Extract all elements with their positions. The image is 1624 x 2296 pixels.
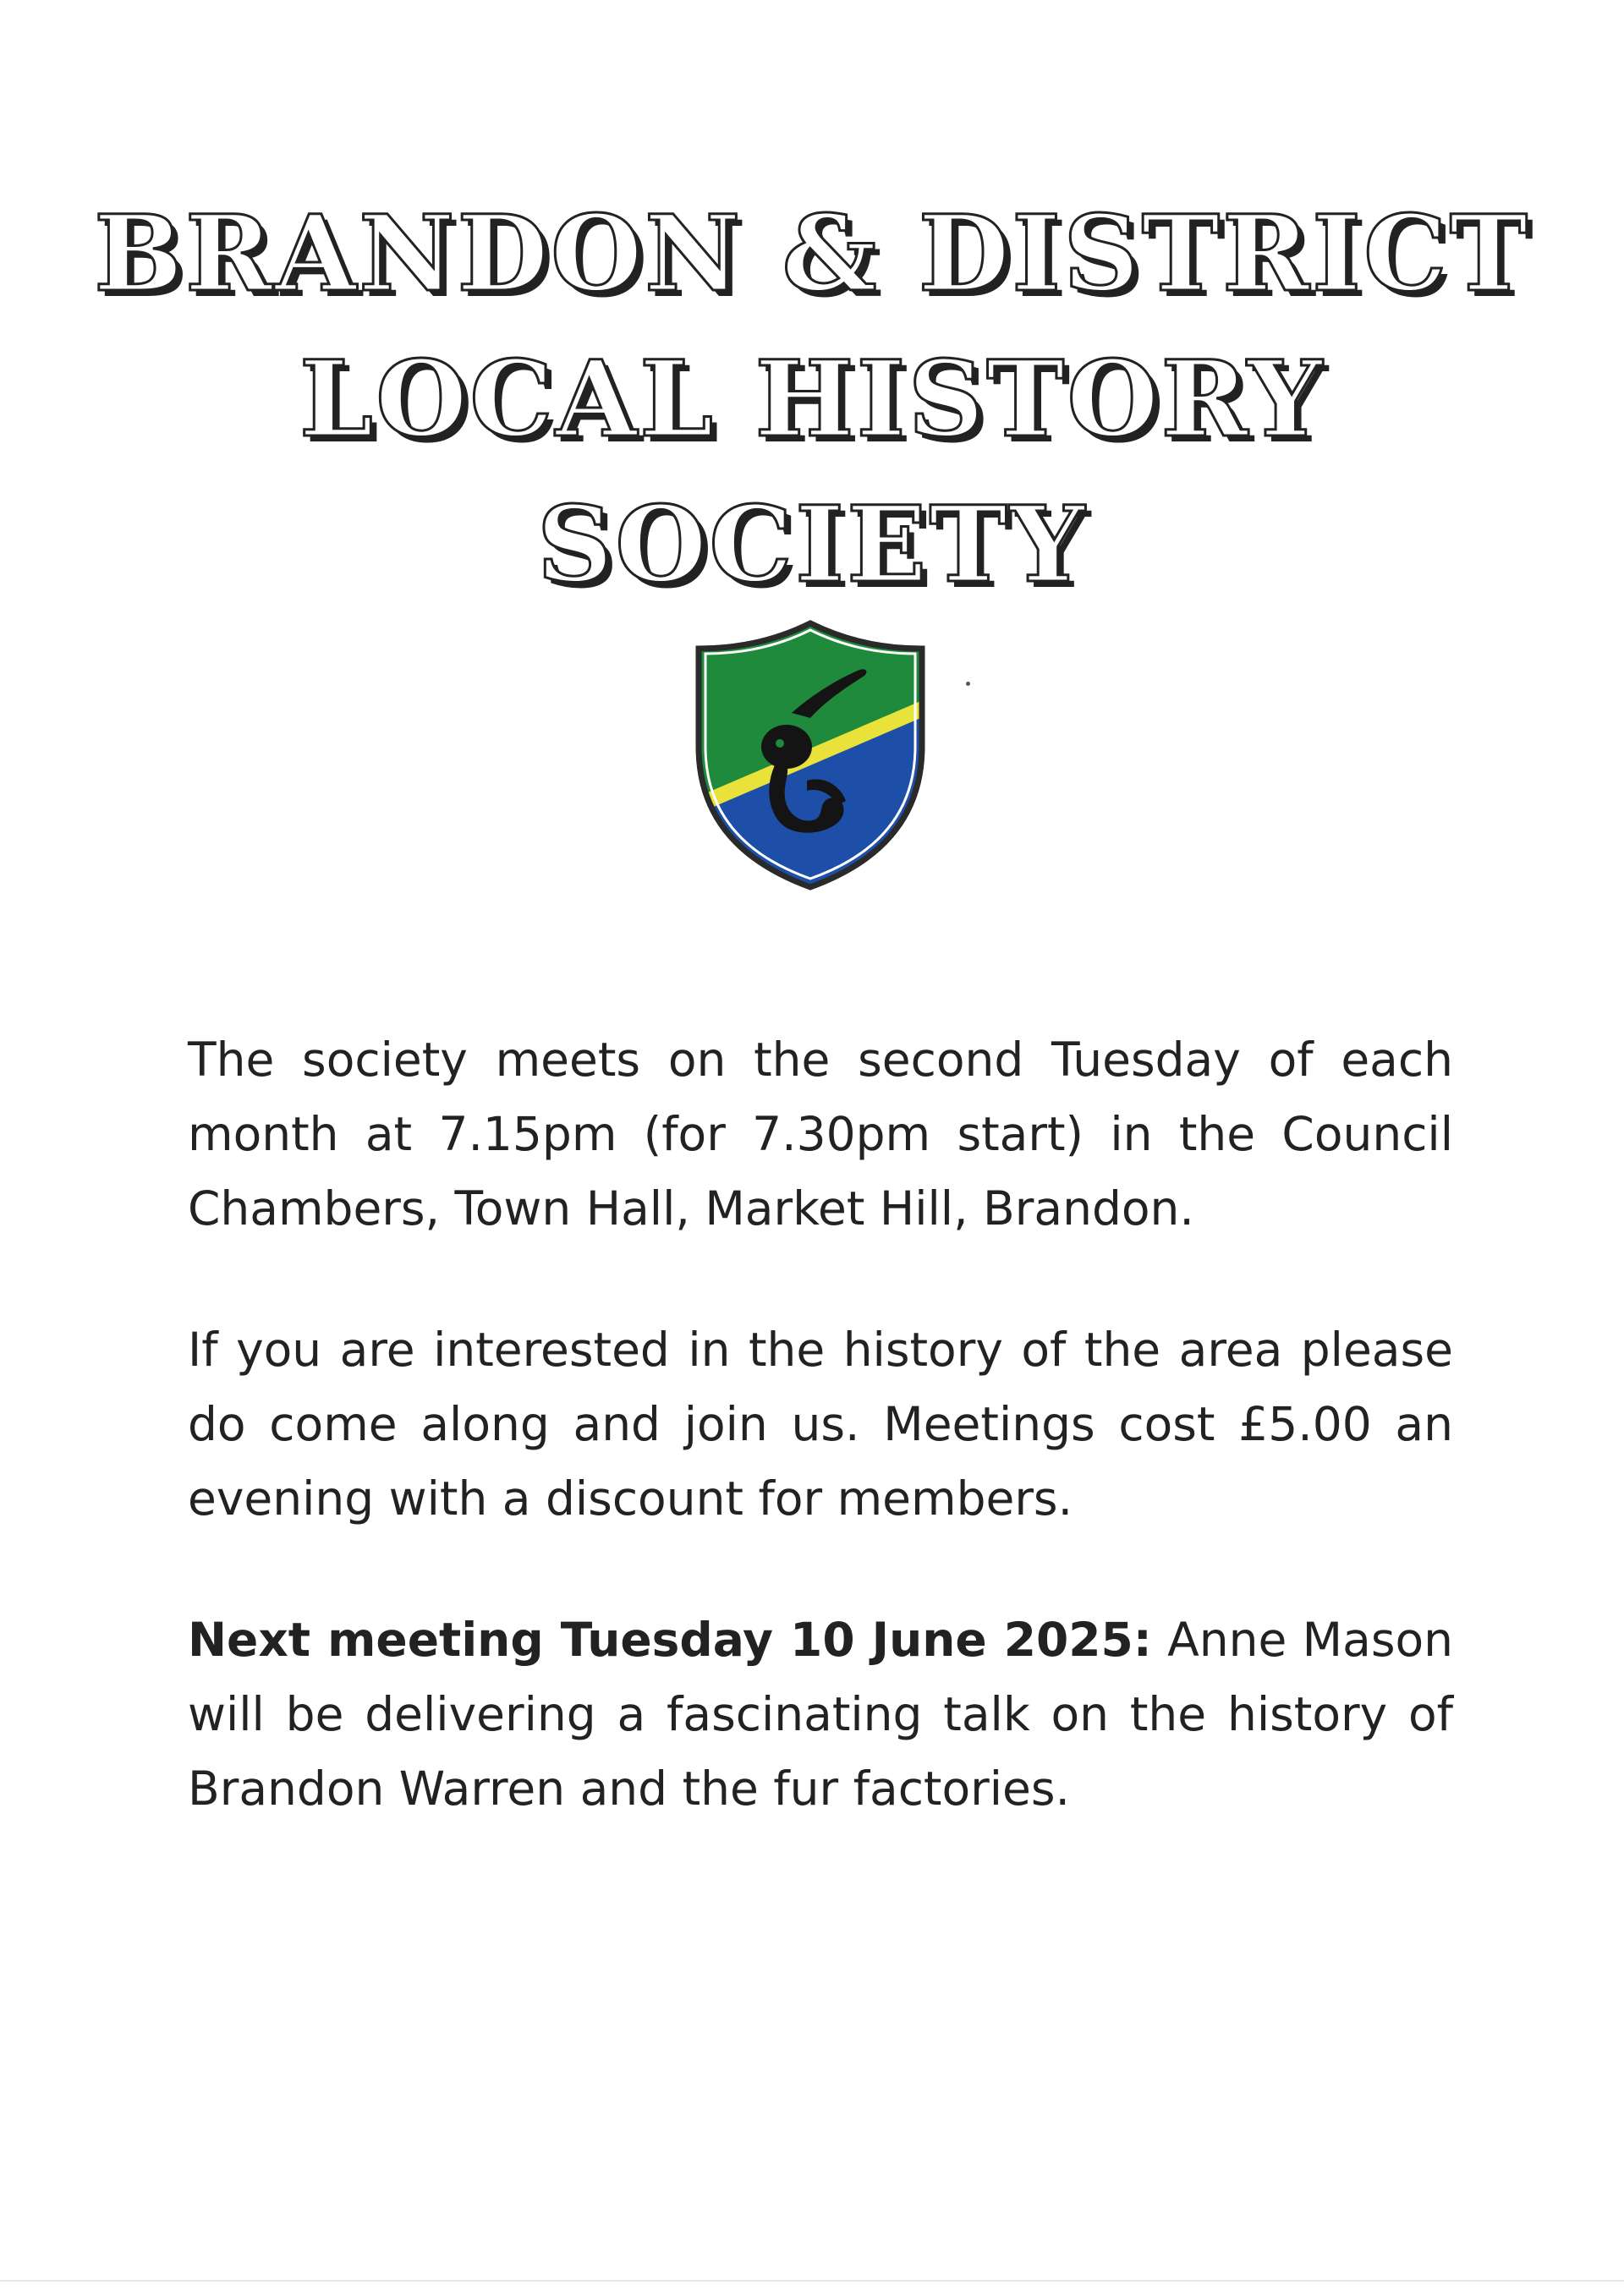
society-crest-icon xyxy=(692,620,929,892)
invitation-paragraph: If you are interested in the history of the area please do come along and join us. Meetings cost £5.00 an evening with a discount for members. xyxy=(188,1323,1453,1526)
title-line-3: SOCIETY xyxy=(536,484,1088,606)
next-meeting-details: Anne Mason will be delivering a fascinating talk on the history of Brandon Warren and the fur factories. xyxy=(188,1613,1453,1816)
title-line-1: BRANDON & DISTRICT xyxy=(94,193,1530,315)
next-meeting-paragraph xyxy=(188,1603,1453,1826)
meeting-schedule-paragraph: The society meets on the second Tuesday of each month at 7.15pm (for 7.30pm start) in the Council Chambers, Town Hall, Market Hill, Brandon. xyxy=(188,1033,1453,1236)
next-meeting-date: Next meeting Tuesday 10 June 2025: xyxy=(188,1613,1152,1667)
title-line-2: LOCAL HISTORY xyxy=(299,338,1325,461)
scan-speck xyxy=(966,682,970,686)
page-edge xyxy=(0,2280,1624,2282)
society-title xyxy=(0,182,1624,618)
